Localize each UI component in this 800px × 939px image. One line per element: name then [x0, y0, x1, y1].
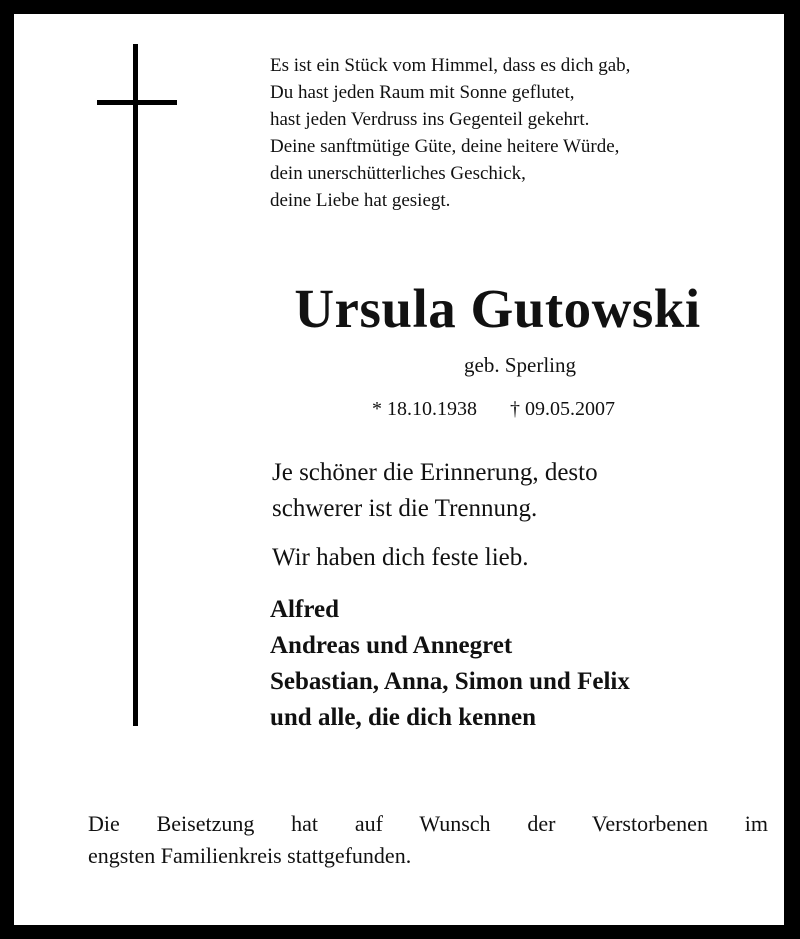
poem-line: Es ist ein Stück vom Himmel, dass es dich gab,: [270, 55, 631, 76]
mourner-entry: Sebastian, Anna, Simon und Felix: [270, 668, 630, 695]
death-date: † 09.05.2007: [510, 398, 615, 420]
quote-block: [272, 455, 598, 527]
farewell-text: Wir haben dich feste lieb.: [272, 544, 529, 571]
notice-line: engsten Familienkreis stattgefunden.: [88, 843, 412, 868]
notice-line: Die Beisetzung hat auf Wunsch der Verstorbenen im: [88, 811, 768, 836]
poem-line: dein unerschütterliches Geschick,: [270, 163, 526, 184]
mourners-list: [270, 592, 630, 736]
birth-date: * 18.10.1938: [372, 398, 477, 420]
poem-block: [270, 52, 630, 214]
cross-horizontal-bar: [97, 100, 177, 105]
poem-line: Deine sanftmütige Güte, deine heitere Würde,: [270, 136, 620, 157]
quote-line: schwerer ist die Trennung.: [272, 495, 538, 522]
cross-vertical-bar: [133, 44, 138, 726]
deceased-name: Ursula Gutowski: [294, 278, 701, 339]
life-dates: [372, 394, 615, 424]
poem-line: deine Liebe hat gesiegt.: [270, 190, 451, 211]
poem-line: Du hast jeden Raum mit Sonne geflutet,: [270, 82, 575, 103]
birth-name: geb. Sperling: [464, 353, 576, 377]
burial-notice: [88, 808, 768, 872]
mourner-entry: Andreas und Annegret: [270, 632, 513, 659]
poem-line: hast jeden Verdruss ins Gegenteil gekehrt.: [270, 109, 590, 130]
quote-line: Je schöner die Erinnerung, desto: [272, 459, 598, 486]
mourner-entry: Alfred: [270, 596, 339, 623]
mourner-entry: und alle, die dich kennen: [270, 704, 537, 731]
